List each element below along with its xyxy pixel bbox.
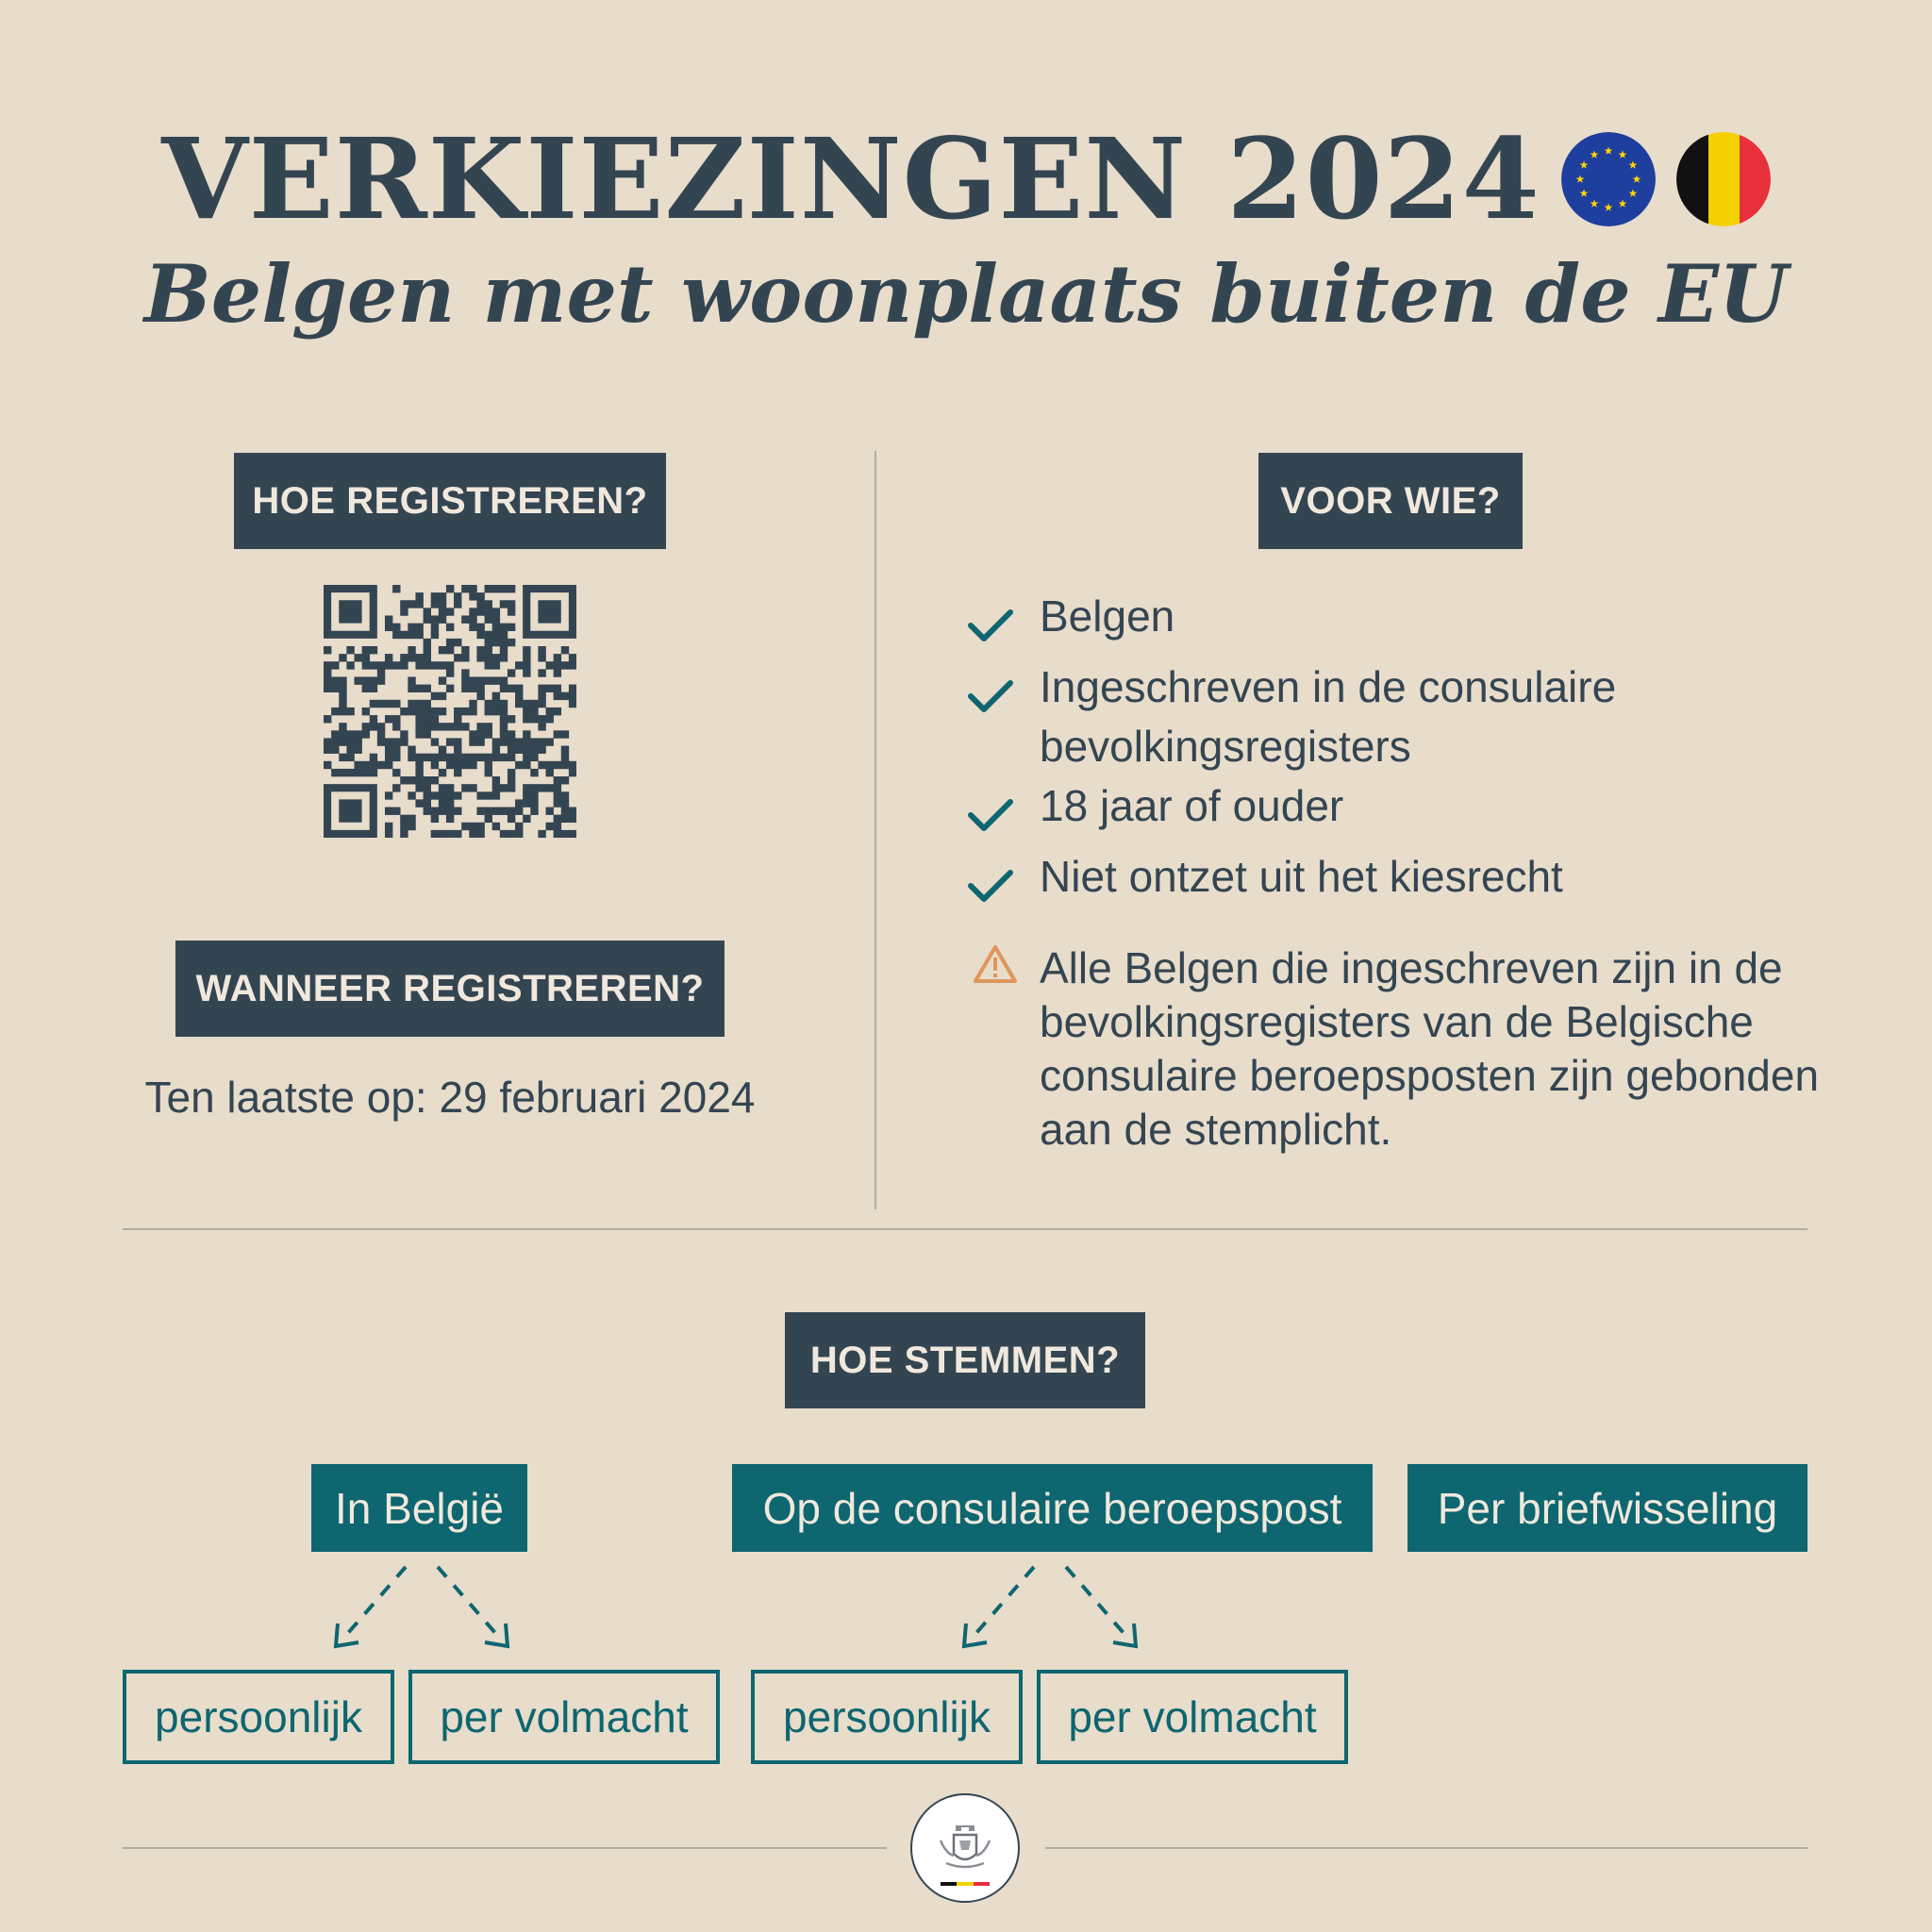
how-vote-label: HOE STEMMEN?	[785, 1312, 1145, 1408]
list-item	[967, 847, 1844, 918]
page-subtitle: Belgen met woonplaats buiten de EU	[143, 247, 1789, 341]
section-divider	[123, 1228, 1807, 1230]
registration-qr-code[interactable]	[324, 585, 576, 838]
when-register-label: WANNEER REGISTREREN?	[175, 941, 724, 1037]
page-title: VERKIEZINGEN 2024	[161, 113, 1541, 244]
branch-arrows	[949, 1561, 1157, 1656]
warning-icon	[972, 941, 1040, 990]
note-text: Alle Belgen die ingeschreven zijn in de bevolkingsregisters van de Belgische consulaire beroepsposten zijn gebonden aan de stemplicht.	[1040, 943, 1820, 1154]
page-title-row	[0, 113, 1932, 244]
footer-line-left	[123, 1847, 887, 1849]
column-divider	[874, 451, 876, 1209]
for-whom-label: VOOR WIE?	[1258, 453, 1523, 549]
eu-flag-icon	[1561, 132, 1656, 226]
list-item	[967, 658, 1844, 776]
list-item	[967, 776, 1844, 847]
checkmark-icon	[967, 658, 1040, 728]
list-item	[967, 587, 1844, 658]
criterion-text: 18 jaar of ouder	[1040, 781, 1344, 830]
option-consular-post: Op de consulaire beroepspost	[732, 1464, 1373, 1552]
checkmark-icon	[967, 847, 1040, 918]
belgian-coat-of-arms-logo	[910, 1793, 1020, 1903]
method-in-person: persoonlijk	[751, 1670, 1023, 1764]
option-by-mail: Per briefwisseling	[1407, 1464, 1807, 1552]
method-proxy: per volmacht	[1037, 1670, 1348, 1764]
compulsory-voting-note	[972, 941, 1849, 1157]
belgium-flag-icon	[1676, 132, 1771, 226]
how-register-label: HOE REGISTREREN?	[234, 453, 666, 549]
criteria-list	[967, 587, 1844, 918]
footer-line-right	[1045, 1847, 1807, 1849]
option-in-belgium: In België	[311, 1464, 527, 1552]
criterion-text: Belgen	[1040, 591, 1175, 641]
checkmark-icon	[967, 587, 1040, 658]
method-in-person: persoonlijk	[123, 1670, 394, 1764]
criterion-text: Niet ontzet uit het kiesrecht	[1040, 852, 1563, 901]
method-proxy: per volmacht	[408, 1670, 720, 1764]
deadline-text: Ten laatste op: 29 februari 2024	[144, 1073, 756, 1122]
branch-arrows	[321, 1561, 528, 1656]
criterion-text: Ingeschreven in de consulaire bevolkingsregisters	[1040, 662, 1617, 771]
checkmark-icon	[967, 776, 1040, 847]
